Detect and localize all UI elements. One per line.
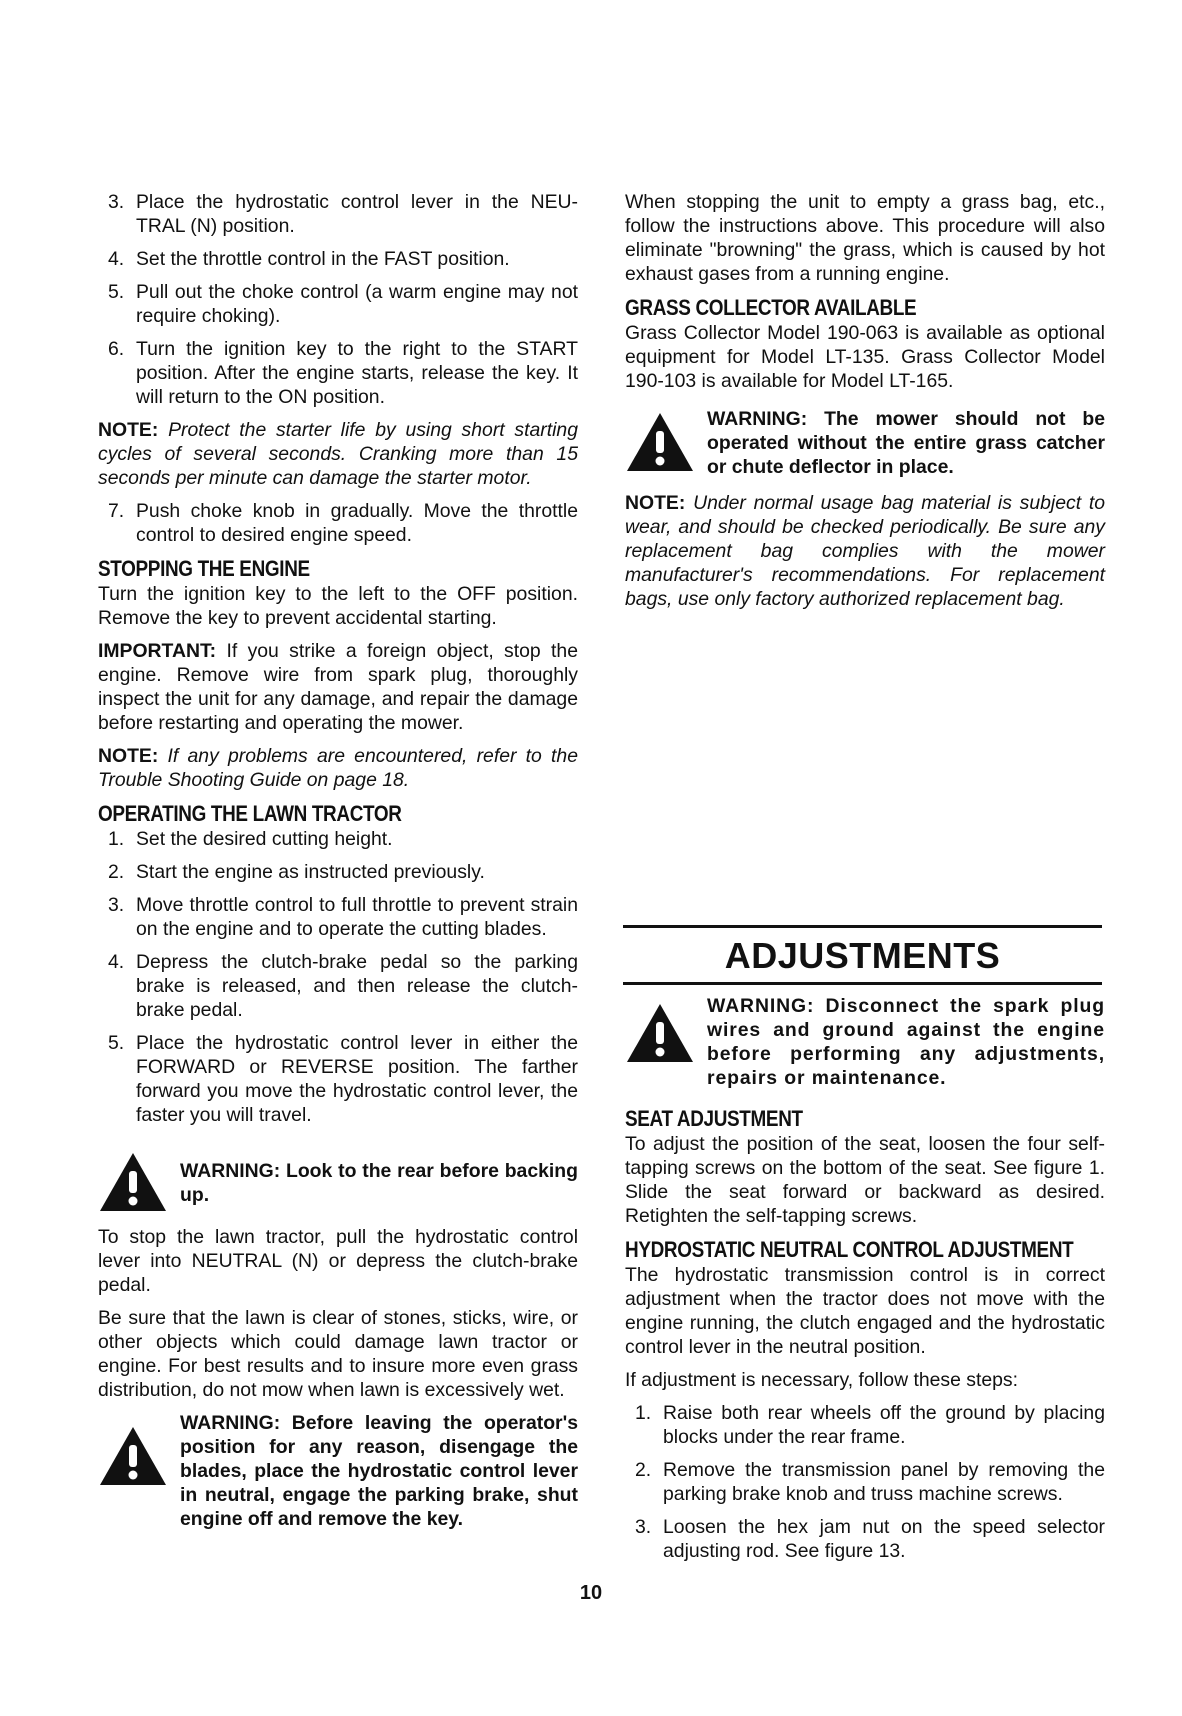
list-item: 5. Pull out the choke control (a warm engine may not require choking). (108, 281, 578, 327)
warning-triangle-icon (98, 1425, 168, 1487)
choke-steps-list (98, 499, 578, 547)
page-number: 10 (579, 1582, 603, 1604)
warning-leaving-position: WARNING: Before leaving the operator's position for any reason, disengage the blades, place the hydrostatic control lever in neutral, engage the parking brake, shut engine off and remove the key. (98, 1411, 578, 1531)
seat-adjustment-text: To adjust the position of the seat, loosen the four self-tapping screws on the bottom of the seat. See figure 1. Slide the seat forward or backward as desired. Retighten the self-tapping screws. (625, 1133, 1105, 1227)
list-item: 4. Depress the clutch-brake pedal so the parking brake is released, and then release the clutch-brake pedal. (108, 951, 578, 1021)
list-item: 2. Start the engine as instructed previously. (108, 861, 485, 883)
stopping-engine-heading: STOPPING THE ENGINE (98, 556, 310, 581)
grass-collector-text: Grass Collector Model 190-063 is available as optional equipment for Model LT-135. Grass Collector Model 190-103 is available for Model LT-165. (625, 322, 1105, 392)
warning-triangle-icon (625, 1002, 695, 1064)
list-item: 6. Turn the ignition key to the right to the START position. After the engine starts, release the key. It will return to the ON position. (108, 338, 578, 408)
list-item: 4. Set the throttle control in the FAST position. (108, 248, 510, 270)
stop-tractor-text: To stop the lawn tractor, pull the hydrostatic control lever into NEUTRAL (N) or depress the clutch-brake pedal. (98, 1226, 578, 1296)
divider (623, 982, 1102, 985)
hydrostatic-text: The hydrostatic transmission control is in correct adjustment when the tractor does not move with the engine running, the clutch engaged and the hydrostatic control lever in the neutral position. (625, 1264, 1105, 1358)
adjustments-banner (623, 925, 1102, 985)
operating-steps-list (98, 827, 578, 1127)
starter-note: NOTE: Protect the starter life by using short starting cycles of several seconds. Cranking more than 15 seconds per minute can damage the starter motor. (98, 419, 579, 489)
hydrostatic-steps-list (625, 1401, 1105, 1563)
warning-triangle-icon (625, 411, 695, 473)
list-item: 3. Loosen the hex jam nut on the speed selector adjusting rod. See figure 13. (635, 1516, 1105, 1562)
list-item: 7. Push choke knob in gradually. Move the throttle control to desired engine speed. (108, 500, 578, 546)
stopping-unit-text: When stopping the unit to empty a grass bag, etc., follow the instructions above. This procedure will also eliminate "browning" the grass, which is caused by hot exhaust gases from a running engine. (625, 191, 1105, 285)
important-note: IMPORTANT: If you strike a foreign object, stop the engine. Remove wire from spark plug, thoroughly inspect the unit for any damage, and repair the damage before restarting and operating the mower. (98, 640, 579, 734)
left-column (98, 190, 578, 1545)
adjustments-title: ADJUSTMENTS (724, 935, 1001, 976)
operating-heading: OPERATING THE LAWN TRACTOR (98, 801, 402, 826)
list-item: 3. Move throttle control to full throttle to prevent strain on the engine and to operate the cutting blades. (108, 894, 578, 940)
seat-adjustment-heading: SEAT ADJUSTMENT (625, 1106, 803, 1131)
list-item: 3. Place the hydrostatic control lever in the NEU-TRAL (N) position. (108, 191, 578, 237)
list-item: 1. Raise both rear wheels off the ground by placing blocks under the rear frame. (635, 1402, 1105, 1448)
stopping-engine-text: Turn the ignition key to the left to the OFF position. Remove the key to prevent accidental starting. (98, 583, 578, 629)
warning-backing-up: WARNING: Look to the rear before backing up. (98, 1147, 578, 1207)
list-item: 1. Set the desired cutting height. (108, 828, 393, 850)
right-column (625, 190, 1105, 620)
warning-triangle-icon (98, 1151, 168, 1213)
start-steps-list (98, 190, 578, 409)
adjustments-section (625, 994, 1105, 1572)
list-item: 5. Place the hydrostatic control lever in either the FORWARD or REVERSE position. The farther forward you move the hydrostatic control lever, the faster you will travel. (108, 1032, 578, 1126)
hydrostatic-heading: HYDROSTATIC NEUTRAL CONTROL ADJUSTMENT (625, 1237, 1074, 1262)
lawn-clear-text: Be sure that the lawn is clear of stones, sticks, wire, or other objects which could damage lawn tractor or engine. For best results and to insure more even grass distribution, do not mow when lawn is excessively wet. (98, 1307, 578, 1401)
warning-grass-catcher: WARNING: The mower should not be operated without the entire grass catcher or chute deflector in place. (625, 407, 1105, 479)
if-adjustment-text: If adjustment is necessary, follow these steps: (625, 1369, 1019, 1391)
trouble-note: NOTE: If any problems are encountered, refer to the Trouble Shooting Guide on page 18. (98, 745, 578, 791)
warning-spark-plug: WARNING: Disconnect the spark plug wires and ground against the engine before performing any adjustments, repairs or maintenance. (625, 994, 1105, 1090)
bag-note: NOTE: Under normal usage bag material is subject to wear, and should be checked periodically. Be sure any replacement bag complies with the mower manufacturer's recommendations. For replacement bags, use only factory authorized replacement bag. (625, 492, 1105, 610)
grass-collector-heading: GRASS COLLECTOR AVAILABLE (625, 295, 917, 320)
list-item: 2. Remove the transmission panel by removing the parking brake knob and truss machine screws. (635, 1459, 1105, 1505)
